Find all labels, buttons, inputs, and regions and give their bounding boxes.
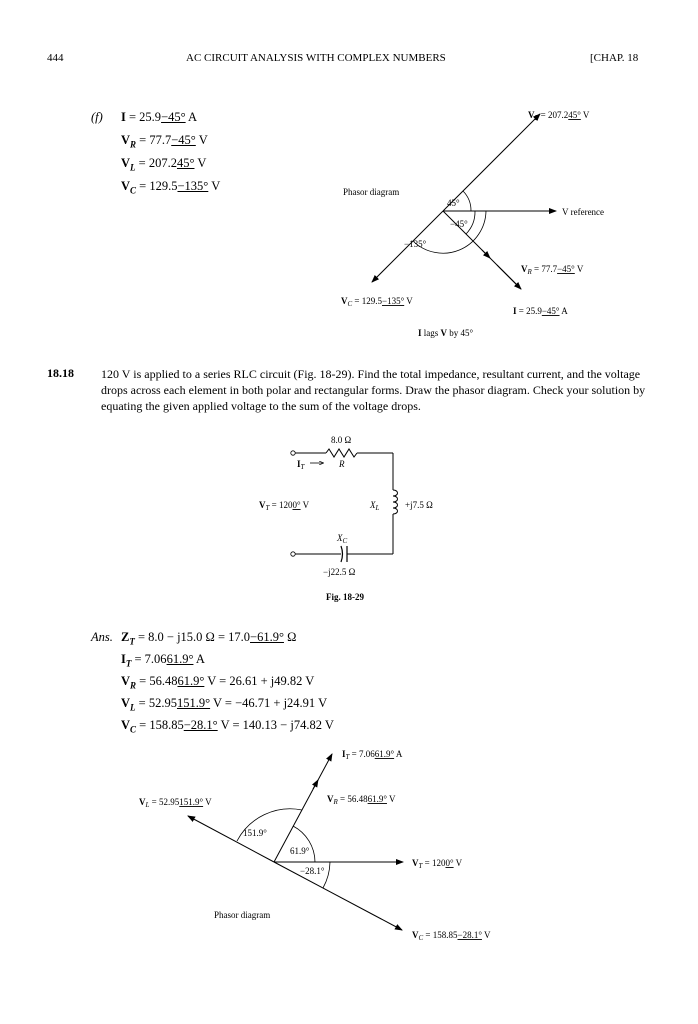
problem-number: 18.18: [47, 366, 74, 380]
xl-value: +j7.5 Ω: [405, 500, 433, 510]
ans-zt: $Z_T = 8.0 - j15.0$ Ω = 17.0−61.9° Ω: [121, 630, 297, 647]
vr2-label: $V_R = 56.4861.9^\circ$ V: [327, 794, 396, 806]
xc-value: −j22.5 Ω: [323, 567, 356, 577]
lag-caption: I lags V by 45°: [418, 328, 474, 338]
vr-label: $V_R = 77.7-45^\circ$ V: [521, 264, 584, 276]
vr2-vector: [313, 780, 318, 789]
vc2-label: $V_C = 158.85-28.1^\circ$ V: [412, 930, 491, 942]
ans-it: $I_T = 7.0661.9^\circ$ A: [121, 652, 205, 669]
ans-vr: $V_R = 56.4861.9^\circ$ V = 26.61 + j49.82 V: [121, 674, 315, 691]
terminal-top: [291, 451, 295, 455]
eq-vl: $V_L = 207.245^\circ$ V: [121, 156, 207, 173]
vl2-label: $V_L = 52.95151.9^\circ$ V: [139, 797, 212, 809]
resistor: [326, 449, 357, 457]
vref-label: V reference: [562, 207, 605, 217]
vt2-label: $V_T = 1200^\circ$ V: [412, 858, 463, 870]
vl2-vector: [188, 816, 274, 862]
xc-label: $X_C$: [337, 533, 348, 545]
angle-45-label: 45°: [447, 198, 460, 208]
r-value: 8.0 Ω: [331, 435, 352, 445]
angle-m135-label: −135°: [404, 239, 427, 249]
problem-text: 120 V is applied to a series RLC circuit (Fig. 18-29). Find the total impedance, resultant current, and the voltage drops across each element in both polar and rectangular forms. Draw the phasor diagram. Check your solution by equating the given applied voltage to the sum of the voltage drops.: [101, 367, 646, 413]
vc2-vector: [274, 862, 402, 930]
angle-m281-label: −28.1°: [300, 866, 325, 876]
diagram2-title: Phasor diagram: [214, 910, 271, 920]
vc-label: $V_C = 129.5-135^\circ$ V: [341, 296, 413, 308]
page-number: 444: [47, 52, 64, 64]
figure-caption: Fig. 18-29: [326, 592, 364, 602]
phasor-diagram-2: [0, 740, 698, 1024]
ans-vl: $V_L = 52.95151.9^\circ$ V = −46.71 + j24.91 V: [121, 696, 328, 713]
chapter-label: [CHAP. 18: [590, 52, 639, 64]
eq-i: I = 25.9−45° A: [121, 110, 198, 124]
eq-vc: $V_C = 129.5-135^\circ$ V: [121, 179, 221, 196]
eq-vr: $V_R = 77.7-45^\circ$ V: [121, 133, 208, 150]
running-title: AC CIRCUIT ANALYSIS WITH COMPLEX NUMBERS: [186, 52, 446, 64]
angle-m45-label: −45°: [450, 219, 468, 229]
arc-619: [293, 826, 315, 862]
it2-label: $I_T = 7.0661.9^\circ$ A: [342, 749, 403, 761]
i-label: I = 25.9−45° A: [513, 306, 568, 316]
angle-619-label: 61.9°: [290, 846, 310, 856]
answer-label: Ans.: [91, 630, 113, 644]
inductor: [393, 490, 398, 514]
angle-1519-label: 151.9°: [243, 828, 267, 838]
vt-label: $V_T = 1200^\circ$ V: [259, 500, 310, 512]
terminal-bottom: [291, 552, 295, 556]
it-label: $I_T$: [297, 459, 305, 471]
ans-vc: $V_C = 158.85-28.1^\circ$ V = 140.13 − j74.82 V: [121, 718, 334, 735]
xl-label: $X_L$: [370, 500, 380, 512]
diagram1-title: Phasor diagram: [343, 187, 400, 197]
r-label: R: [339, 459, 345, 469]
part-f-label: (f): [91, 110, 103, 124]
vl-label: $V_L = 207.245^\circ$ V: [528, 110, 590, 122]
capacitor-plate-left: [341, 546, 343, 562]
